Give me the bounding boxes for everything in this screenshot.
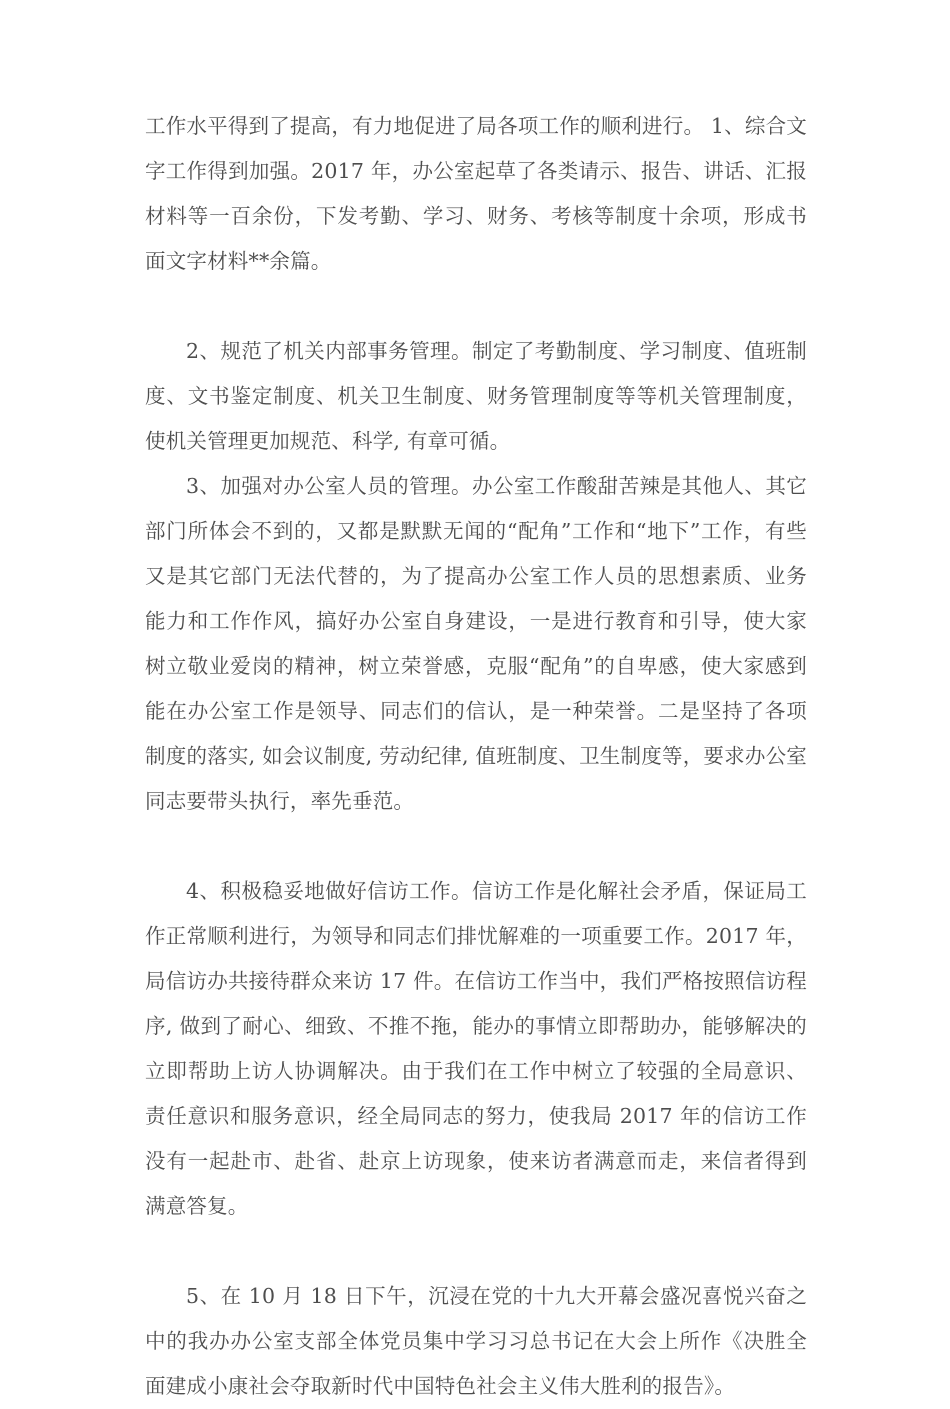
document-text-body (145, 104, 807, 1409)
paragraph-item-4: 4、积极稳妥地做好信访工作。信访工作是化解社会矛盾，保证局工作正常顺利进行，为领导和同志们排忧解难的一项重要工作。2017 年，局信访办共接待群众来访 17 件。在信访工作当中，我们严格按照信访程序, 做到了耐心、细致、不推不拖，能办的事情立即帮助办，能够解决的立即帮助上访人协调解决。由于我们在工作中树立了较强的全局意识、责任意识和服务意识，经全局同志的努力，使我局 2017 年的信访工作没有一起赴市、赴省、赴京上访现象，使来访者满意而走，来信者得到满意答复。 (145, 879, 807, 1218)
paragraph-item-2: 2、规范了机关内部事务管理。制定了考勤制度、学习制度、值班制度、文书鉴定制度、机关卫生制度、财务管理制度等等机关管理制度，使机关管理更加规范、科学, 有章可循。 (145, 339, 807, 453)
paragraph-continuation: 工作水平得到了提高，有力地促进了局各项工作的顺利进行。 1、综合文字工作得到加强。2017 年，办公室起草了各类请示、报告、讲话、汇报材料等一百余份，下发考勤、学习、财务、考核等制度十余项，形成书面文字材料**余篇。 (145, 114, 807, 273)
paragraph-item-5: 5、在 10 月 18 日下午，沉浸在党的十九大开幕会盛况喜悦兴奋之中的我办办公室支部全体党员集中学习习总书记在大会上所作《决胜全面建成小康社会夺取新时代中国特色社会主义伟大胜利的报告》。 (145, 1284, 807, 1398)
paragraph-item-3: 3、加强对办公室人员的管理。办公室工作酸甜苦辣是其他人、其它部门所体会不到的，又都是默默无闻的“配角”工作和“地下”工作，有些又是其它部门无法代替的，为了提高办公室工作人员的思想素质、业务能力和工作作风，搞好办公室自身建设，一是进行教育和引导，使大家树立敬业爱岗的精神，树立荣誉感，克服“配角”的自卑感，使大家感到能在办公室工作是领导、同志们的信认，是一种荣誉。二是坚持了各项制度的落实, 如会议制度, 劳动纪律, 值班制度、卫生制度等，要求办公室同志要带头执行，率先垂范。 (145, 474, 807, 813)
